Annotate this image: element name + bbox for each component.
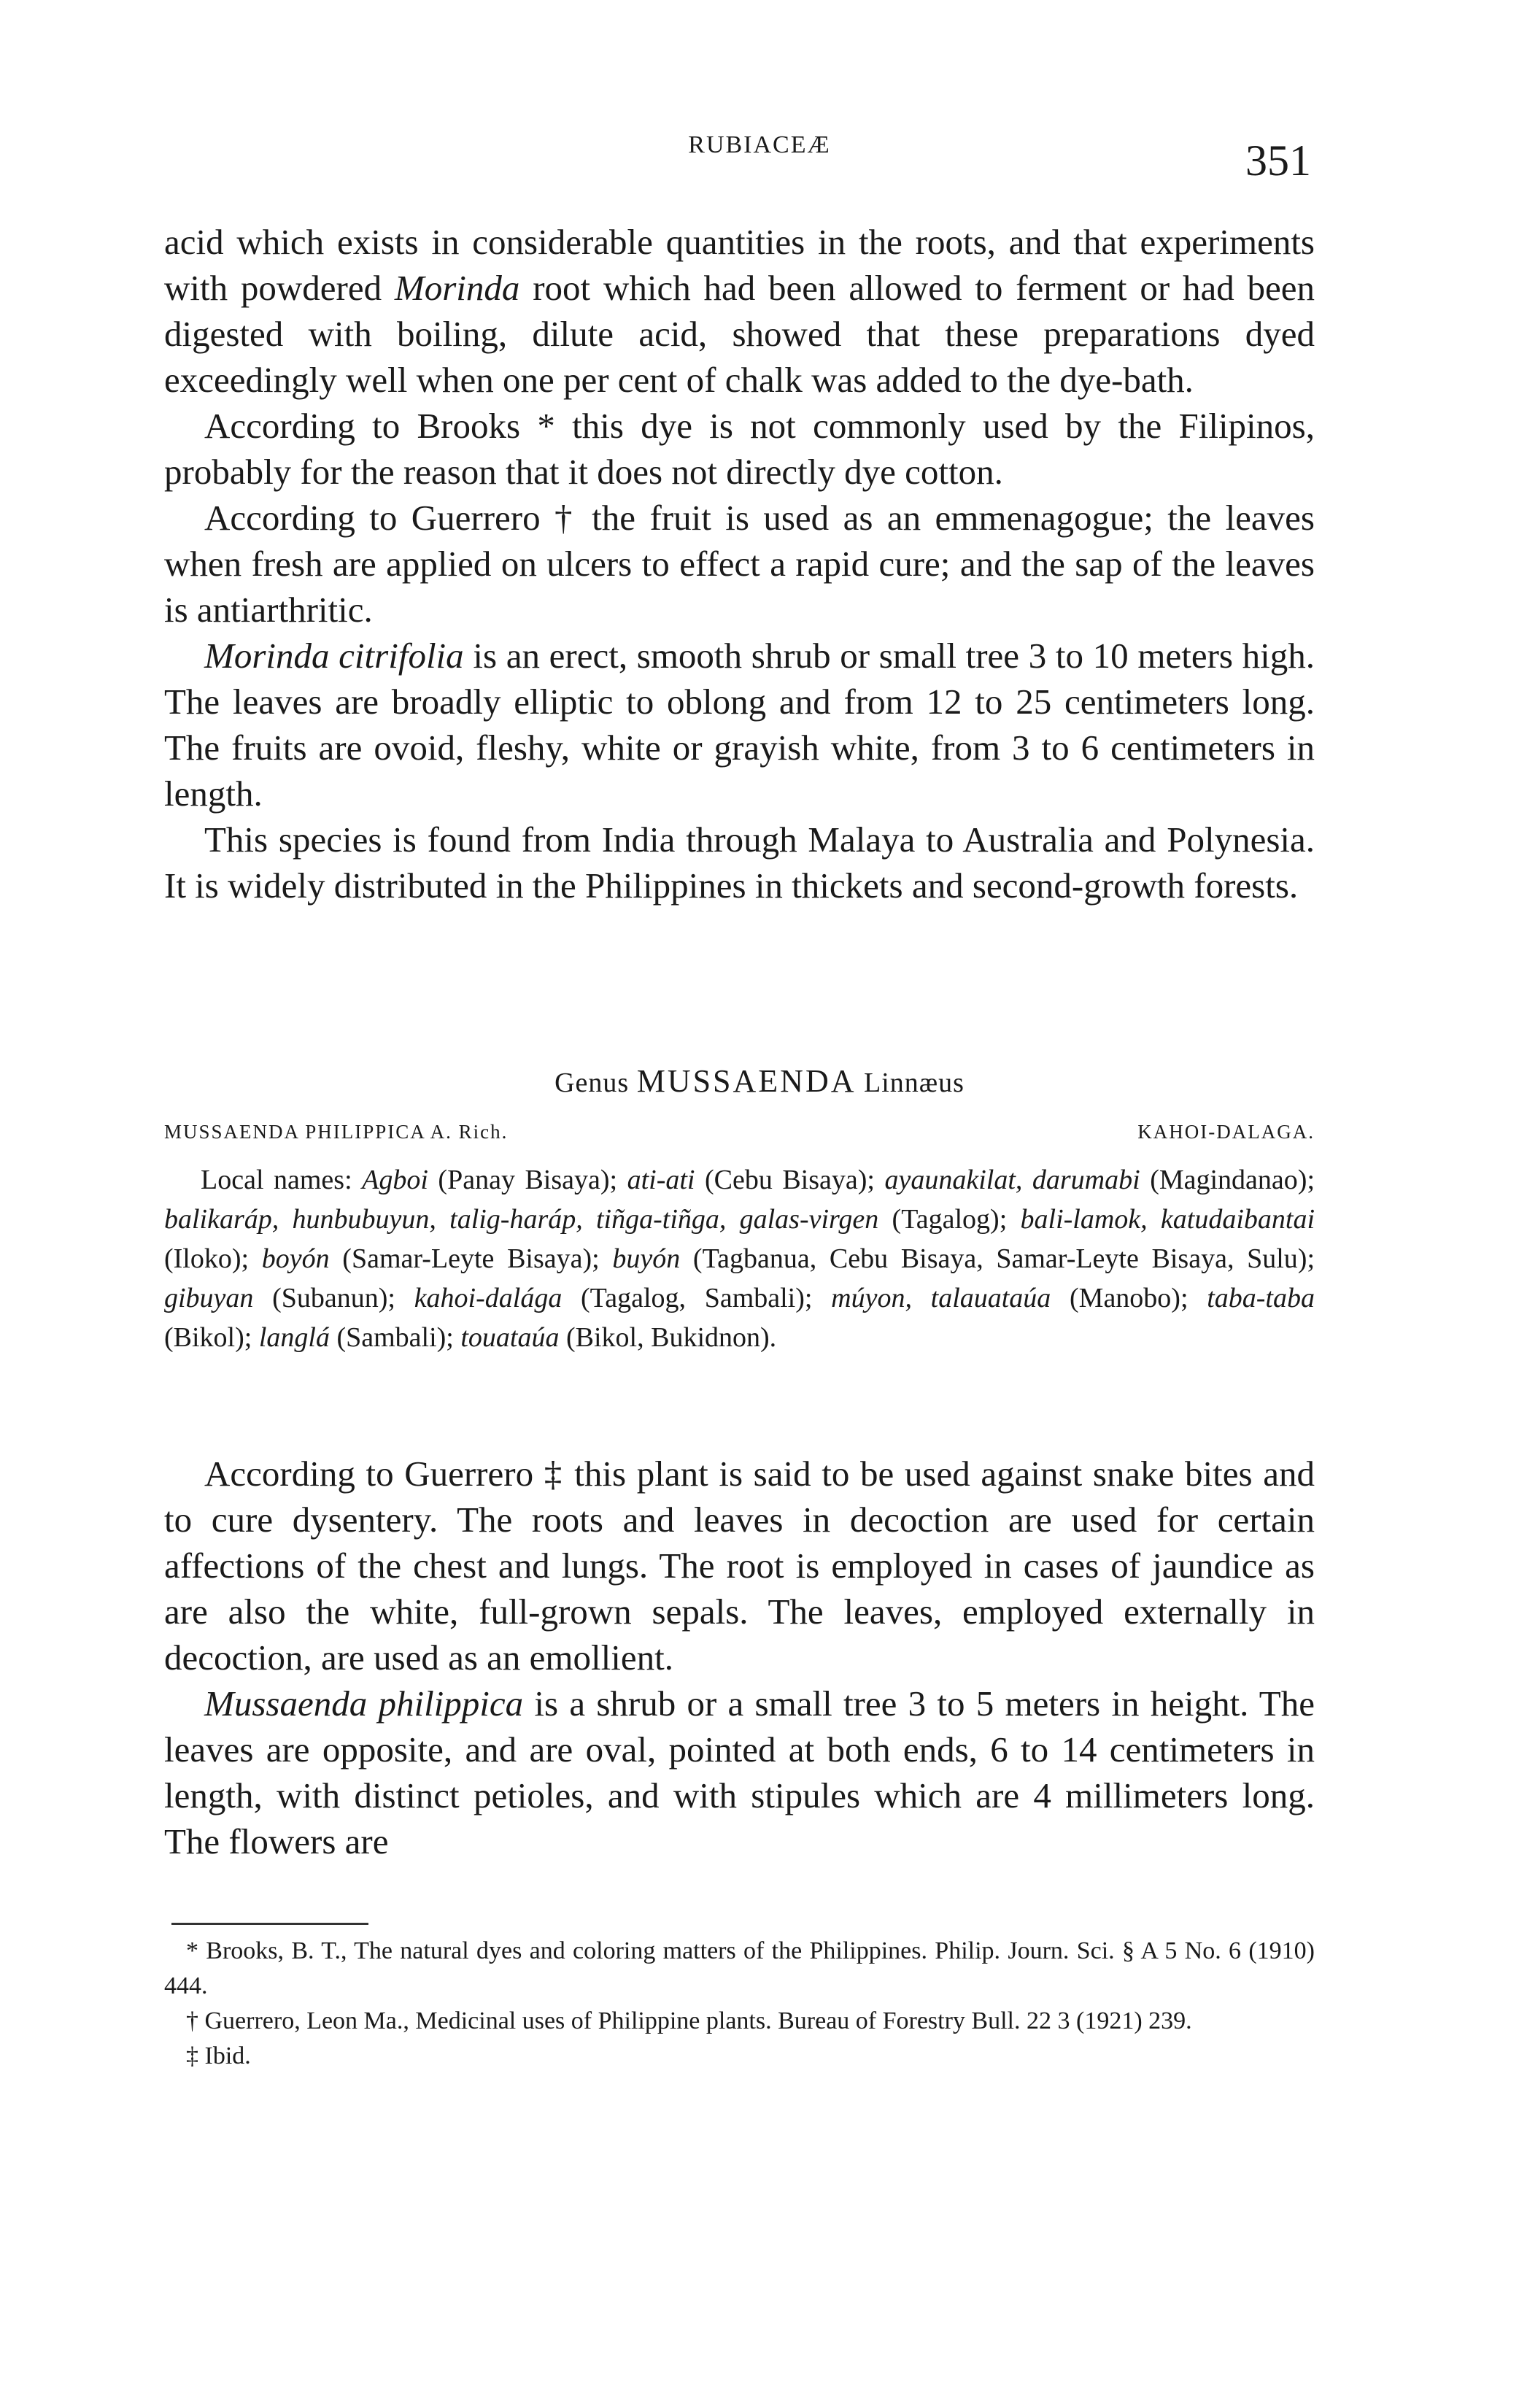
local-name-region: (Bikol, Bukidnon).	[559, 1322, 777, 1353]
footnote: ‡ Ibid.	[186, 2042, 251, 2069]
species-name: MUSSAENDA PHILIPPICA A. Rich.	[164, 1121, 509, 1143]
footnotes	[164, 1934, 1315, 2074]
local-name: balikaráp, hunbubuyun, talig-haráp, tiñga-tiñga, galas-virgen	[164, 1204, 879, 1235]
local-name-region: (Samar-Leyte Bisaya);	[329, 1243, 613, 1274]
local-name-region: (Tagalog, Sambali);	[562, 1283, 832, 1313]
paragraph-dye-acid: acid which exists in considerable quantities in the roots, and that experiments with powdered Morinda root which had been allowed to ferment or had been digested with boiling, dilute acid, showed that these preparations dyed exceedingly well when one per cent of chalk was added to the dye-bath.	[164, 222, 1315, 400]
page-number: 351	[1245, 136, 1311, 185]
local-name: ayaunakilat, darumabi	[884, 1165, 1140, 1195]
local-name-region: (Subanun);	[253, 1283, 414, 1313]
paragraph-guerrero-uses: According to Guerrero ‡ this plant is said to be used against snake bites and to cure dysentery. The roots and leaves in decoction are used for certain affections of the chest and lungs. The root is employed in cases of jaundice as are also the white, full-grown sepals. The leaves, employed externally in decoction, are used as an emollient.	[164, 1454, 1315, 1678]
local-name: kahoi-dalága	[414, 1283, 563, 1313]
local-name-region: (Bikol);	[164, 1322, 259, 1353]
local-name: múyon, talauataúa	[831, 1283, 1051, 1313]
local-name-region: (Manobo);	[1051, 1283, 1207, 1313]
local-name: buyón	[612, 1243, 681, 1274]
genus-heading: Genus MUSSAENDA Linnæus	[554, 1063, 965, 1099]
local-name-region: (Sambali);	[329, 1322, 461, 1353]
species-common-name: KAHOI-DALAGA.	[1137, 1121, 1315, 1143]
paragraph-brooks: According to Brooks * this dye is not commonly used by the Filipinos, probably for the reason that it does not directly dye cotton.	[164, 406, 1315, 492]
paragraph-morinda-description: Morinda citrifolia is an erect, smooth shrub or small tree 3 to 10 meters high. The leaves are broadly elliptic to oblong and from 12 to 25 centimeters long. The fruits are ovoid, fleshy, white or grayish white, from 3 to 6 centimeters in length.	[164, 636, 1315, 814]
local-name-region: (Tagbanua, Cebu Bisaya, Samar-Leyte Bisaya, Sulu);	[680, 1243, 1315, 1274]
local-names-label: Local names:	[201, 1165, 363, 1195]
text-block-mussaenda	[164, 1451, 1315, 1864]
local-name-region: (Iloko);	[164, 1243, 262, 1274]
running-title: RUBIACEÆ	[688, 131, 831, 158]
paragraph-guerrero-fruit: According to Guerrero † the fruit is used as an emmenagogue; the leaves when fresh are applied on ulcers to effect a rapid cure; and the sap of the leaves is antiarthritic.	[164, 498, 1315, 630]
local-name: bali-lamok, katudaibantai	[1020, 1204, 1315, 1235]
footnote: † Guerrero, Leon Ma., Medicinal uses of Philippine plants. Bureau of Forestry Bull. 22 3 (1921) 239.	[186, 2007, 1192, 2034]
local-name: langlá	[258, 1322, 330, 1353]
local-name: touataúa	[460, 1322, 560, 1353]
local-names-paragraph	[164, 1160, 1315, 1357]
local-name: Agboi	[362, 1165, 428, 1195]
local-name-region: (Magindanao);	[1140, 1165, 1315, 1195]
paragraph-distribution: This species is found from India through Malaya to Australia and Polynesia. It is widely distributed in the Philippines in thickets and second-growth forests.	[164, 819, 1315, 906]
local-name: ati-ati	[627, 1165, 695, 1195]
local-name: taba-taba	[1207, 1283, 1315, 1313]
footnote: * Brooks, B. T., The natural dyes and coloring matters of the Philippines. Philip. Journ. Sci. § A 5 No. 6 (1910) 444.	[164, 1937, 1315, 1999]
local-name: gibuyan	[164, 1283, 254, 1313]
local-name-region: (Tagalog);	[878, 1204, 1021, 1235]
local-name-region: (Cebu Bisaya);	[695, 1165, 885, 1195]
text-block-morinda	[164, 219, 1315, 908]
paragraph-mussaenda-description: Mussaenda philippica is a shrub or a small tree 3 to 5 meters in height. The leaves are opposite, and are oval, pointed at both ends, 6 to 14 centimeters in length, with distinct petioles, and with stipules which are 4 millimeters long. The flowers are	[164, 1683, 1315, 1861]
local-name-region: (Panay Bisaya);	[428, 1165, 627, 1195]
footnote-divider	[171, 1923, 368, 1925]
local-name: boyón	[261, 1243, 330, 1274]
